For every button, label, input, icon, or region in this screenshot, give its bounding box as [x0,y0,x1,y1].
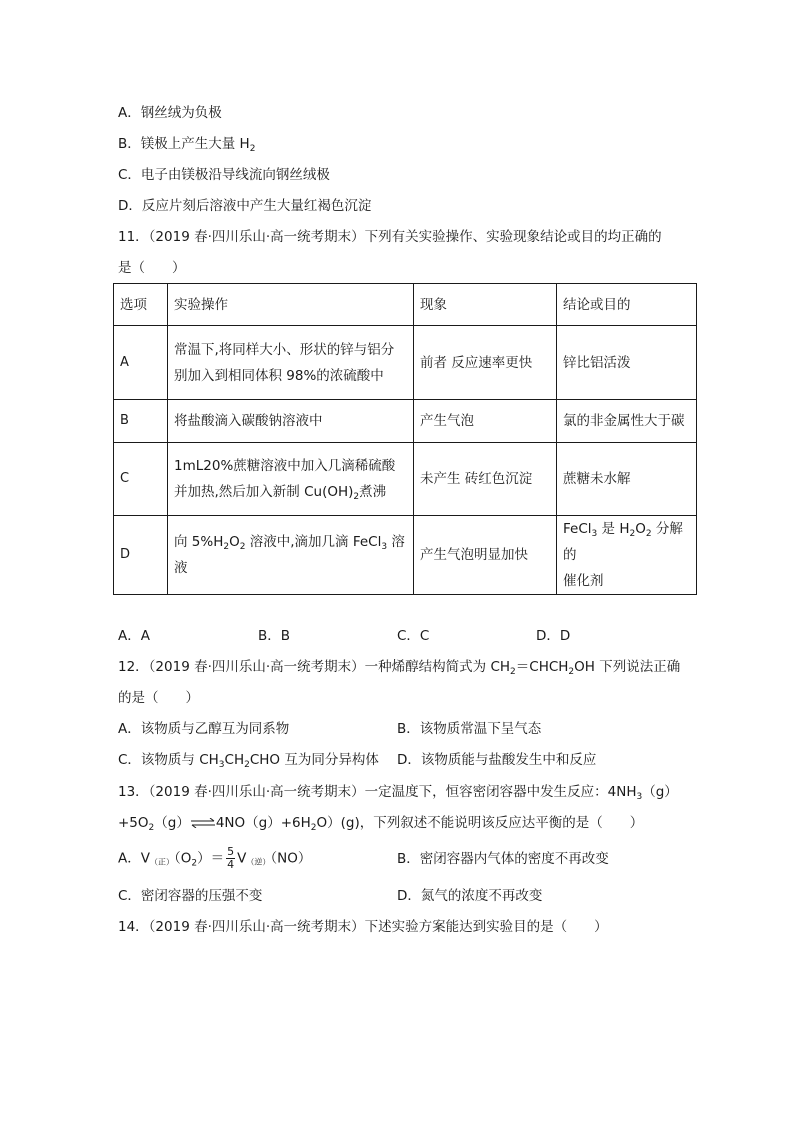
row-a-conclusion: 锌比铝活泼 [557,326,697,400]
q13-option-b: B．密闭容器内气体的密度不再改变 [397,851,609,867]
q11-answer-a: A．A [118,628,150,644]
q11-answer-d: D．D [536,628,571,644]
row-b-phenomenon: 产生气泡 [414,400,557,443]
q10-option-d: D．反应片刻后溶液中产生大量红褐色沉淀 [118,198,372,214]
q13-option-c: C．密闭容器的压强不变 [118,888,263,904]
row-b-option: B [114,400,168,443]
header-operation: 实验操作 [168,284,414,326]
q10-option-b: B．镁极上产生大量 $H_2$ [118,136,256,154]
table-row [114,400,697,443]
q13-stem-line1: 13．（2019 春·四川乐山·高一统考期末）一定温度下，恒容密闭容器中发生反应：$4NH_3(g)$ [118,784,678,802]
equilibrium-arrow-icon [190,818,216,828]
q11-stem-line1: 11．（2019 春·四川乐山·高一统考期末）下列有关实验操作、实验现象结论或目的均正确的 [118,229,662,245]
q12-option-c: C．该物质与 $CH_3CH_2CHO$ 互为同分异构体 [118,752,379,770]
experiment-table [113,283,697,595]
row-b-conclusion: 氯的非金属性大于碳 [557,400,697,443]
q13-stem-line2: $+5O_2(g)$ $4NO(g)+6H_2O)(g)$，下列叙述不能说明该反应达平衡的是（ ） [118,815,644,833]
row-a-operation: 常温下,将同样大小、形状的锌与铝分 别加入到相同体积 98%的浓硫酸中 [168,326,414,400]
q13-option-a: A．V（正）$(O_2)=$ $\frac{5}{4}$ V（逆）（NO） [118,845,312,871]
row-d-option: D [114,516,168,595]
q12-option-a: A．该物质与乙醇互为同系物 [118,721,290,737]
q10-option-a: A．钢丝绒为负极 [118,105,222,121]
table-row [114,516,697,595]
row-c-phenomenon: 未产生 砖红色沉淀 [414,443,557,516]
q12-option-b: B．该物质常温下呈气态 [397,721,542,737]
header-conclusion: 结论或目的 [557,284,697,326]
q12-option-d: D．该物质能与盐酸发生中和反应 [397,752,597,768]
header-option: 选项 [114,284,168,326]
q12-stem-line2: 的是（ ） [118,690,199,706]
q11-answer-c: C．C [397,628,430,644]
row-c-option: C [114,443,168,516]
row-a-phenomenon: 前者 反应速率更快 [414,326,557,400]
row-a-option: A [114,326,168,400]
q11-answer-b: B．B [258,628,291,644]
table-row [114,326,697,400]
q10-option-c: C．电子由镁极沿导线流向钢丝绒极 [118,167,330,183]
header-phenomenon: 现象 [414,284,557,326]
q14-stem-line1: 14．（2019 春·四川乐山·高一统考期末）下述实验方案能达到实验目的是（ ） [118,919,608,935]
fraction-five-fourths: $\frac{5}{4}$ [227,845,235,871]
row-c-conclusion: 蔗糖未水解 [557,443,697,516]
row-d-conclusion: FeCl$_3$ 是 $H_2O_2$ 分解的 催化剂 [557,516,697,595]
q13-option-d: D．氮气的浓度不再改变 [397,888,543,904]
table-header-row [114,284,697,326]
row-d-phenomenon: 产生气泡明显加快 [414,516,557,595]
row-b-operation: 将盐酸滴入碳酸钠溶液中 [168,400,414,443]
row-c-operation: 1mL20%蔗糖溶液中加入几滴稀硫酸 并加热,然后加入新制 $Cu(OH)_2$煮沸 [168,443,414,516]
row-d-operation: 向 $5\%H_2O_2$ 溶液中,滴加几滴 FeCl$_3$ 溶液 [168,516,414,595]
q12-stem-line1: 12．（2019 春·四川乐山·高一统考期末）一种烯醇结构简式为 $CH_2=CHCH_2OH$ 下列说法正确 [118,659,681,677]
table-row [114,443,697,516]
q11-stem-line2: 是（ ） [118,260,186,276]
